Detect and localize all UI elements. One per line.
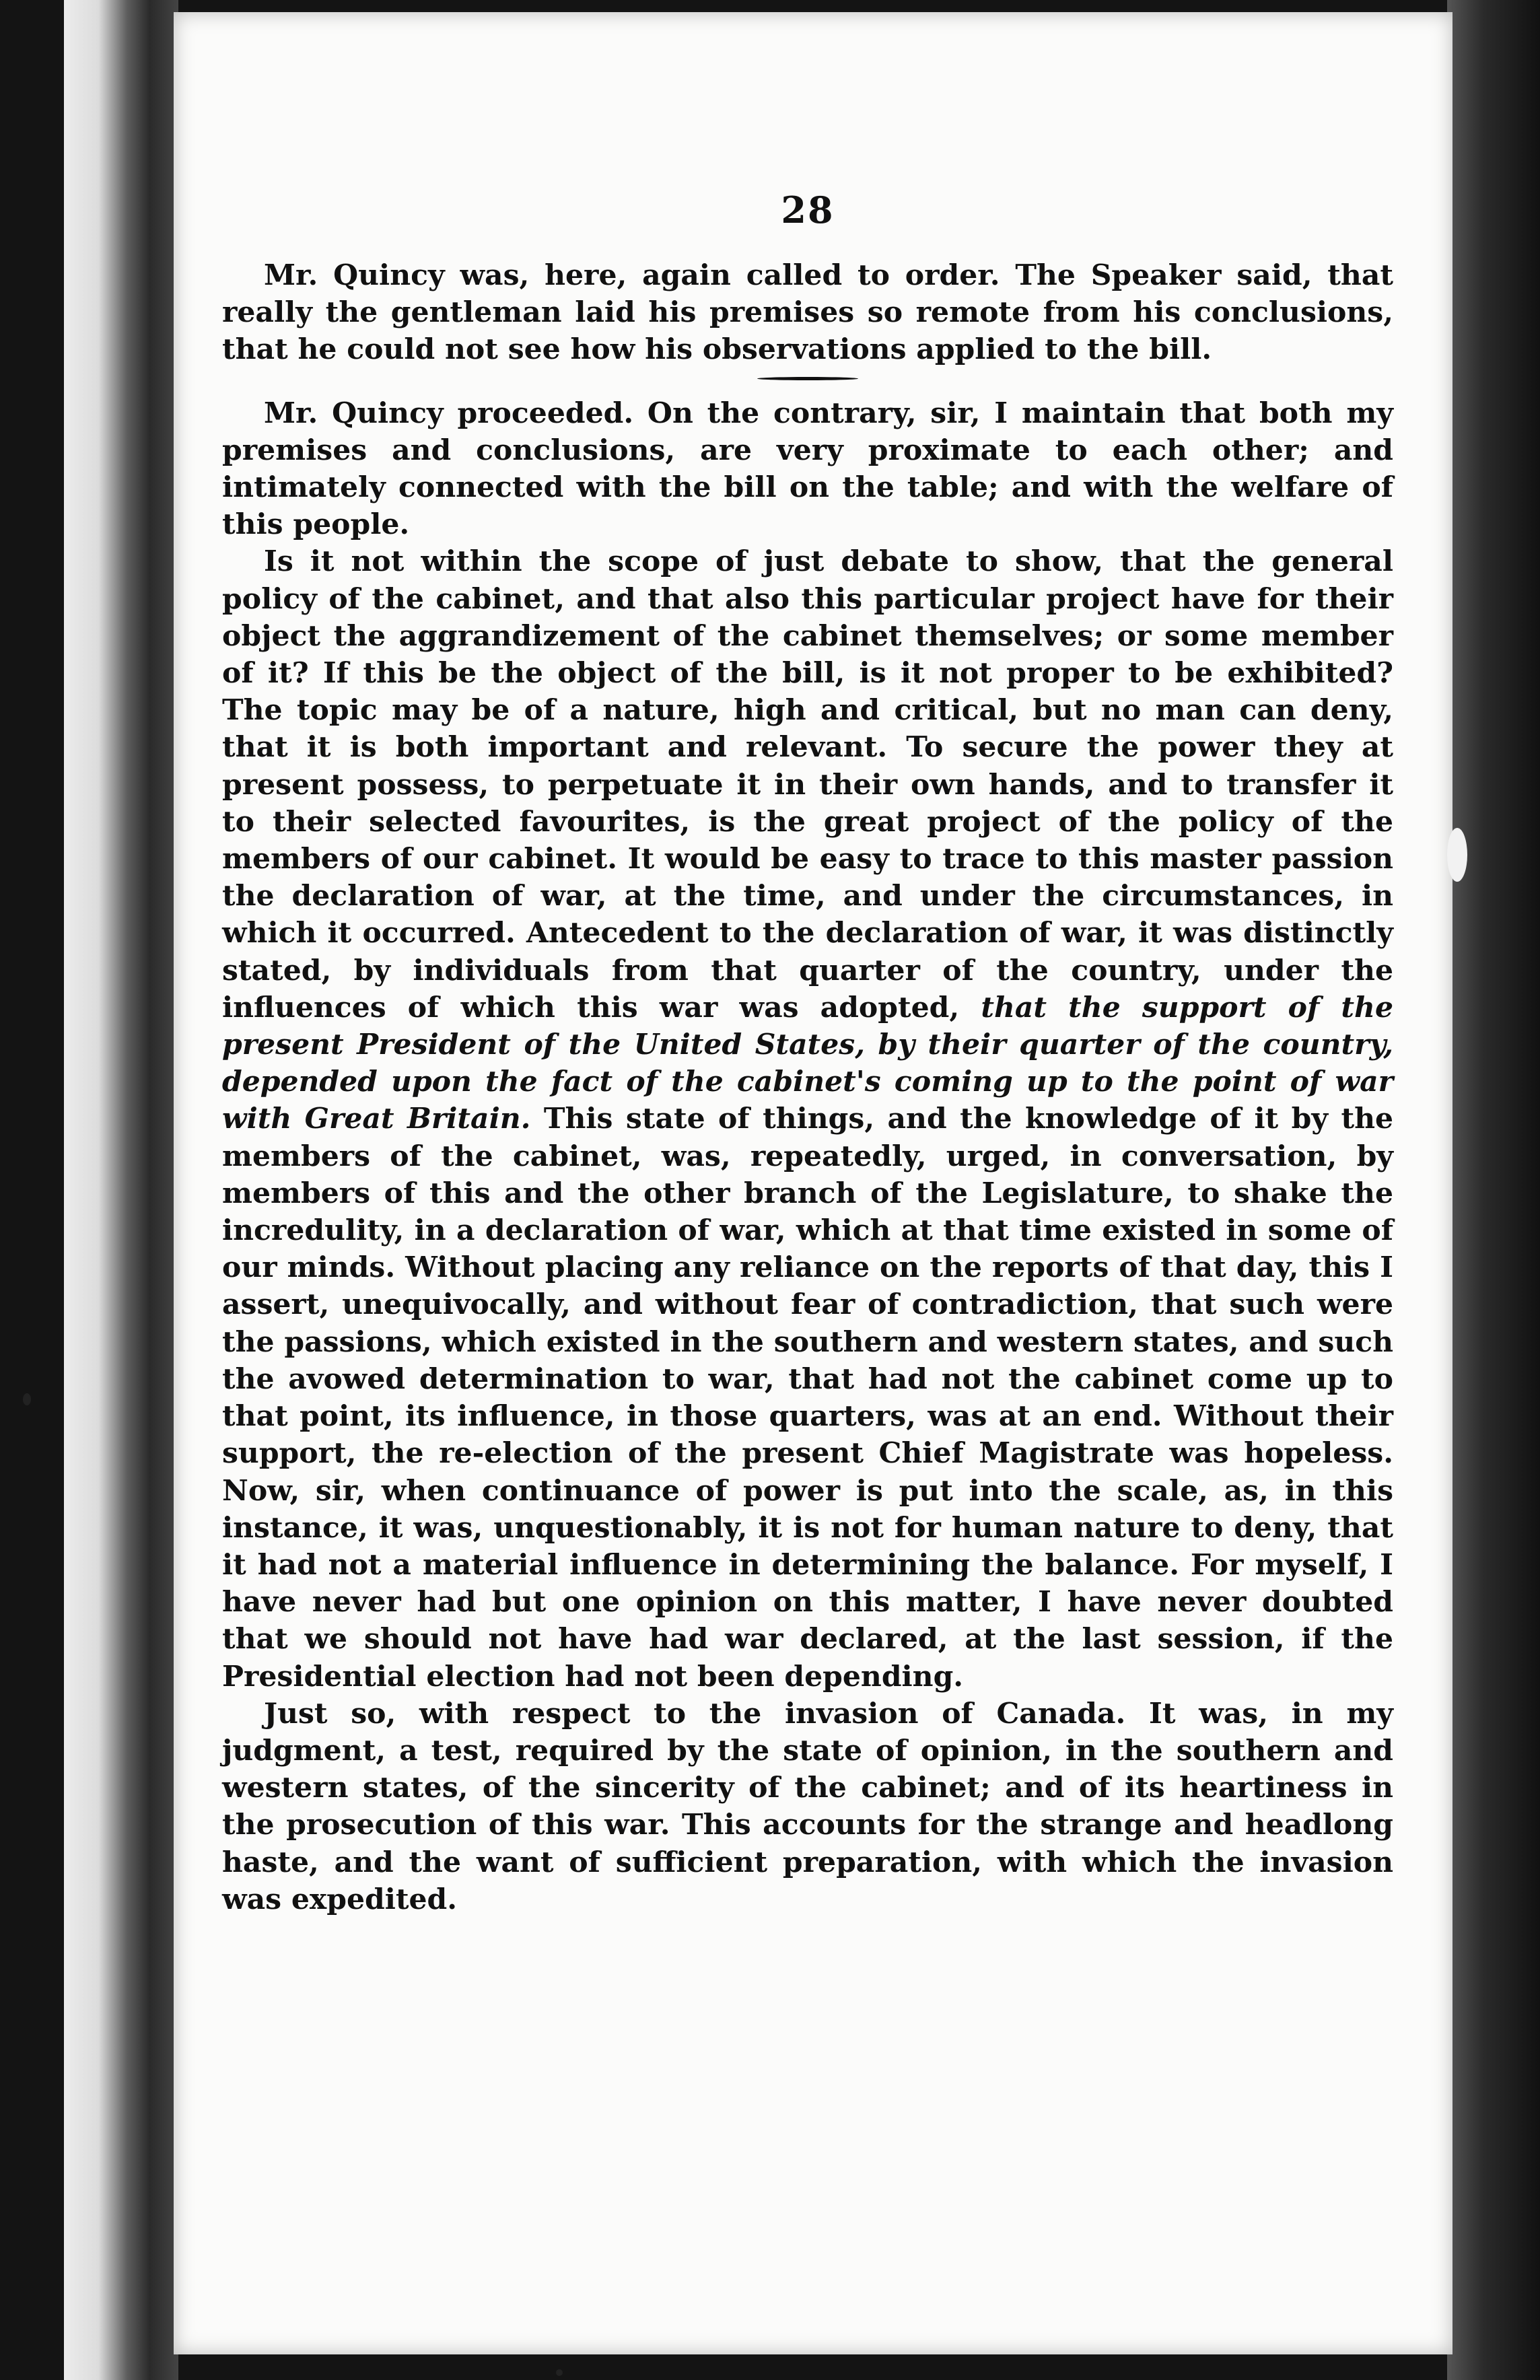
book-spine-edge xyxy=(64,0,178,2380)
scan-artifact xyxy=(23,1393,31,1405)
paragraph-cabinet-policy xyxy=(222,543,1393,1695)
scan-artifact xyxy=(556,2369,563,2376)
paragraph-quincy-proceeded: Mr. Quincy proceeded. On the contrary, sir, I maintain that both my premises and conclusions, are very proximate to each other; and intimately connected with the bill on the table; and with the welfare of this people. xyxy=(222,396,1393,542)
book-outer-edge xyxy=(1447,0,1540,2380)
scan-artifact xyxy=(1447,828,1467,882)
paragraph-cabinet-policy-continued: This state of things, and the knowledge of it by the members of the cabinet, was, repeatedly, urged, in conversation, by members of this and the other branch of the Legislature, to shake the incredulity, in a declaration of war, which at that time existed in some of our minds. Without placing any reliance on the reports of that day, this I assert, unequivocally, and without fear of contradiction, that such were the passions, which existed in the southern and western states, and such the avowed determination to war, that had not the cabinet come up to that point, its influence, in those quarters, was at an end. Without their support, the re-election of the present Chief Magistrate was hopeless. Now, sir, when continuance of power is put into the scale, as, in this instance, it was, unquestionably, it is not for human nature to deny, that it had not a material influence in determining the balance. For myself, I have never had but one opinion on this matter, I have never doubted that we should not have had war declared, at the last session, if the Presidential election had not been depending. xyxy=(222,1102,1394,1693)
italic-quotation: that the support of the present President of the United States, by their quarter of the country, depended upon the fact of the cabinet's coming up to the point of war with Great Britain. xyxy=(222,990,1393,1136)
paragraph-invasion-canada: Just so, with respect to the invasion of Canada. It was, in my judgment, a test, required by the state of opinion, in the southern and western states, of the sincerity of the cabinet; and of its heartiness in the prosecution of this war. This accounts for the strange and headlong haste, and the want of sufficient preparation, with which the invasion was expedited. xyxy=(222,1696,1393,1916)
paragraph-speaker-order: Mr. Quincy was, here, again called to order. The Speaker said, that really the gentleman laid his premises so remote from his conclusions, that he could not see how his observations applied to the bill. xyxy=(222,258,1393,367)
page-number: 28 xyxy=(781,188,835,232)
section-divider xyxy=(757,377,858,380)
page-content xyxy=(222,188,1393,1918)
paragraph-cabinet-policy-text: Is it not within the scope of just debate to show, that the general policy of the cabinet, and that also this particular project have for their object the aggrandizement of the cabinet themselves; or some member of it? If this be the object of the bill, is it not proper to be exhibited? The topic may be of a nature, high and critical, but no man can deny, that it is both important and relevant. To secure the power they at present possess, to perpetuate it in their own hands, and to transfer it to their selected favourites, is the great project of the policy of the members of our cabinet. It would be easy to trace to this master passion the declaration of war, at the time, and under the circumstances, in which it occurred. Antecedent to the declaration of war, it was distinctly stated, by individuals from that quarter of the country, under the influences of which this war was adopted, xyxy=(222,545,1393,1024)
